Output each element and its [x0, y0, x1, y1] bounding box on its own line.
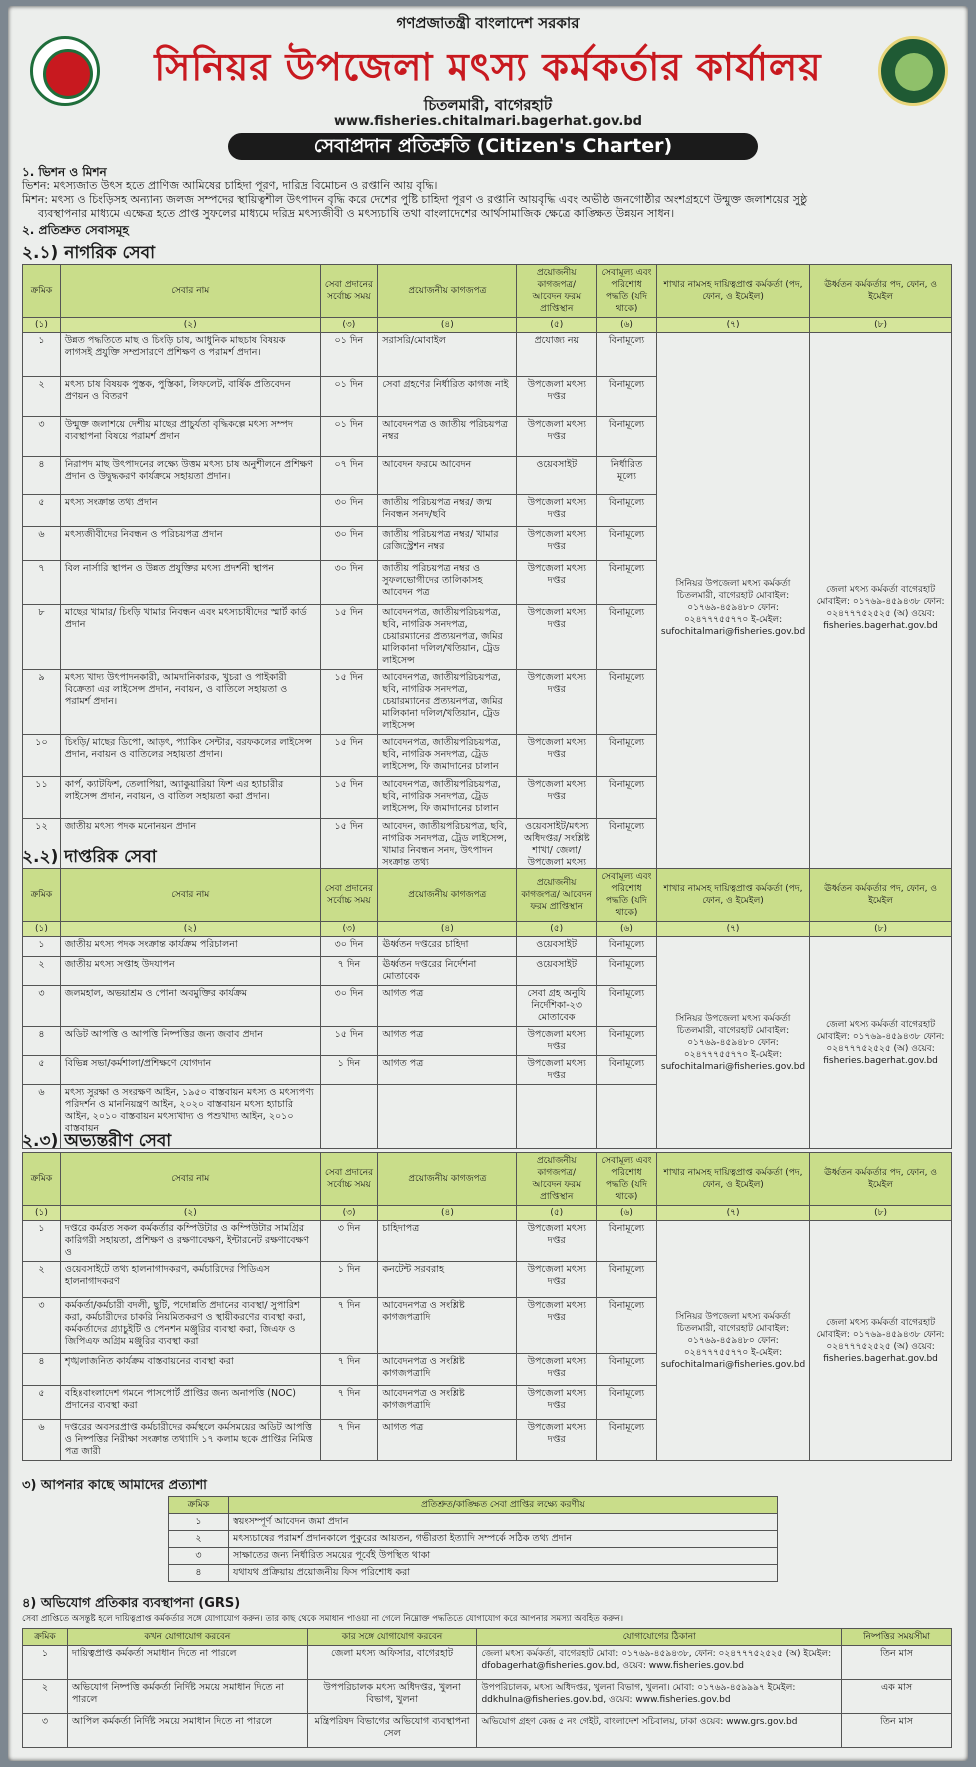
table-row — [23, 1680, 952, 1714]
row-serial: ৬ — [23, 1085, 61, 1149]
table-row — [23, 937, 952, 957]
row-serial: ২ — [23, 957, 61, 986]
expectation-text: মৎস্যচাষের পরামর্শ প্রদানকালে পুকুরের আয়তন, গভীরতা ইত্যাদি সম্পর্কে সঠিক তথ্য প্রদান — [228, 1531, 777, 1548]
document-source: ওয়েবসাইট — [517, 957, 597, 986]
table-header-cell: প্রয়োজনীয় কাগজপত্র/ আবেদন ফরম প্রাপ্তিস্থান — [517, 869, 597, 922]
service-fee — [597, 1085, 657, 1149]
column-index-cell: (৪) — [378, 318, 517, 333]
service-fee: বিনামূল্যে — [597, 670, 657, 735]
table-header-cell: সেবার নাম — [60, 1153, 320, 1206]
grs-time: তিন মাস — [842, 1646, 952, 1680]
row-serial: ৫ — [23, 1386, 61, 1420]
service-name: মাছের খামার/ চিংড়ি খামার নিবন্ধন এবং মৎস্যচাষীদের স্মার্ট কার্ড প্রদান — [60, 605, 320, 670]
table-header-cell: ক্রমিক — [23, 265, 61, 318]
column-index-cell: (৮) — [810, 1206, 952, 1221]
row-serial: ৪ — [23, 457, 61, 495]
required-documents: কনটেন্ট সরবরাহ — [378, 1262, 517, 1298]
service-fee: বিনামূল্যে — [597, 605, 657, 670]
table-header-cell: শাখার নামসহ দায়িত্বপ্রাপ্ত কর্মকর্তা (পদ, ফোন, ও ইমেইল) — [656, 265, 809, 318]
document-source — [517, 1085, 597, 1149]
table-header-cell: প্রয়োজনীয় কাগজপত্র — [378, 1153, 517, 1206]
document-source: উপজেলা মৎস্য দপ্তর — [517, 1354, 597, 1386]
service-name: দপ্তরে কর্মরত সকল কর্মকর্তার কম্পিউটার ও কম্পিউটার সামগ্রির কারিগরী সহায়তা, প্রশিক্ষণ ও রক্ষণাবেক্ষণ, ইন্টারনেট রক্ষণাবেক্ষণ ও — [60, 1221, 320, 1262]
superior-officer: জেলা মৎস্য কর্মকর্তা বাগেরহাট মোবাইল: ০১৭৬৯-৪৫৯৪৩৮ ফোন: ০২৪৭৭৭৫২৫২৫ (অ) ওয়েব: fisheries.bagerhat.gov.bd — [810, 1221, 952, 1461]
expectation-serial: ১ — [169, 1514, 229, 1531]
list-item — [169, 1514, 778, 1531]
column-index-cell: (৬) — [597, 318, 657, 333]
required-documents: আগত পত্র — [378, 1420, 517, 1461]
document-source: উপজেলা মৎস্য দপ্তর — [517, 735, 597, 777]
service-time: ৩০ দিন — [320, 527, 378, 561]
expectation-text: যথাযথ প্রক্রিয়ায় প্রয়োজনীয় ফিস পরিশোধ করা — [228, 1565, 777, 1582]
column-index-cell: (৪) — [378, 922, 517, 937]
responsible-officer: সিনিয়র উপজেলা মৎস্য কর্মকর্তা চিতলমারী, বাগেরহাট মোবাইল: ০১৭৬৯-৪৫৯৪৮০ ফোন: ০২৪৭৭৭৫৫৭৭০ ই-মেইল: sufochitalmari@fisheries.gov.bd — [656, 333, 809, 884]
vision-text: ভিশন: মৎস্যজাত উৎস হতে প্রাণিজ আমিষের চাহিদা পূরণ, দারিদ্র বিমোচন ও রপ্তানি আয় বৃদ্ধি। — [22, 179, 438, 192]
row-serial: ৭ — [23, 561, 61, 605]
service-name: জাতীয় মৎস্য পদক মনোনয়ন প্রদান — [60, 819, 320, 884]
document-source: উপজেলা মৎস্য দপ্তর — [517, 527, 597, 561]
column-index-cell: (৬) — [597, 922, 657, 937]
service-time: ৭ দিন — [320, 1298, 378, 1354]
document-source: উপজেলা মৎস্য দপ্তর — [517, 1027, 597, 1056]
service-name: কার্প, ক্যাটফিশ, তেলাপিয়া, অ্যাকুয়ারিয়া ফিশ এর হ্যাচারীর লাইসেন্স প্রদান, নবায়ন, ও বাতিল সহায়তা করা প্রদান। — [60, 777, 320, 819]
service-name: ওয়েবসাইটে তথ্য হালনাগাদকরণ, কর্মচারিদের পিডিএস হালনাগাদকরণ — [60, 1262, 320, 1298]
column-index-cell: (১) — [23, 318, 61, 333]
required-documents: আবেদনপত্র ও সংশ্লিষ্ট কাগজপত্রাদি — [378, 1386, 517, 1420]
column-index-cell: (৮) — [810, 922, 952, 937]
row-serial: ৪ — [23, 1027, 61, 1056]
service-fee: বিনামূল্যে — [597, 1221, 657, 1262]
required-documents: আবেদনপত্র, জাতীয়পরিচয়পত্র, ছবি, নাগরিক সনদপত্র, ট্রেড লাইসেন্স, ফি জমাদানের চালান — [378, 777, 517, 819]
service-time: ১৫ দিন — [320, 1027, 378, 1056]
required-documents: আবেদনপত্র ও সংশ্লিষ্ট কাগজপত্রাদি — [378, 1298, 517, 1354]
grs-serial: ২ — [23, 1680, 68, 1714]
row-serial: ৩ — [23, 986, 61, 1027]
table-header-cell: প্রয়োজনীয় কাগজপত্র — [378, 869, 517, 922]
responsible-officer: সিনিয়র উপজেলা মৎস্য কর্মকর্তা চিতলমারী, বাগেরহাট মোবাইল: ০১৭৬৯-৪৫৯৪৮০ ফোন: ০২৪৭৭৭৫৫৭৭০ ই-মেইল: sufochitalmari@fisheries.gov.bd — [656, 937, 809, 1149]
citizen-services-title: ২.১) নাগরিক সেবা — [22, 243, 155, 263]
service-time: ৩০ দিন — [320, 937, 378, 957]
list-item — [169, 1565, 778, 1582]
service-fee: বিনামূল্যে — [597, 1386, 657, 1420]
document-source: উপজেলা মৎস্য দপ্তর — [517, 377, 597, 417]
row-serial: ৪ — [23, 1354, 61, 1386]
table-row — [23, 333, 952, 377]
table-header-cell: সেবামূল্য এবং পরিশোধ পদ্ধতি (যদি থাকে) — [597, 265, 657, 318]
row-serial: ৬ — [23, 1420, 61, 1461]
service-name: বিভিন্ন সভা/কর্মশালা/প্রশিক্ষণে যোগদান — [60, 1056, 320, 1085]
required-documents: ঊর্ধ্বতন দপ্তরের নির্দেশনা মোতাবেক — [378, 957, 517, 986]
service-fee: বিনামূল্যে — [597, 1298, 657, 1354]
service-name: উন্মুক্ত জলাশয়ে দেশীয় মাছের প্রাচুর্যতা বৃদ্ধিকল্পে মৎস্য সম্পদ ব্যবস্থাপনা বিষয়ে পরামর্শ প্রদান — [60, 417, 320, 457]
row-serial: ৩ — [23, 417, 61, 457]
table-header-cell: ক্রমিক — [23, 1153, 61, 1206]
grs-address: উপপরিচালক, মৎস্য অধিদপ্তর, খুলনা বিভাগ, খুলনা। মোবা: ০১৭৬৯-৪৫৯৯৯৭ ইমেইল: ddkhulna@fisheries.gov.bd, ওয়েব: www.fisheries.gov.bd — [477, 1680, 842, 1714]
document-source: উপজেলা মৎস্য দপ্তর — [517, 1386, 597, 1420]
column-index-cell: (৩) — [320, 318, 378, 333]
exp-col-sl: ক্রমিক — [169, 1497, 229, 1514]
column-index-cell: (৫) — [517, 318, 597, 333]
service-time: ০১ দিন — [320, 417, 378, 457]
superior-officer: জেলা মৎস্য কর্মকর্তা বাগেরহাট মোবাইল: ০১৭৬৯-৪৫৯৪৩৮ ফোন: ০২৪৭৭৭৫২৫২৫ (অ) ওয়েব: fisheries.bagerhat.gov.bd — [810, 937, 952, 1149]
service-time: ১৫ দিন — [320, 777, 378, 819]
office-services-table — [22, 868, 952, 1149]
table-header-cell: সেবা প্রদানের সর্বোচ্চ সময় — [320, 1153, 378, 1206]
table-header-cell: ঊর্ধ্বতন কর্মকর্তার পদ, ফোন, ও ইমেইল — [810, 265, 952, 318]
document-source: উপজেলা মৎস্য দপ্তর — [517, 1420, 597, 1461]
grs-when: অভিযোগ নিষ্পত্তি কর্মকর্তা নির্দিষ্ট সময়ে সমাধান দিতে না পারলে — [67, 1680, 307, 1714]
document-source: উপজেলা মৎস্য দপ্তর — [517, 777, 597, 819]
service-fee: বিনামূল্যে — [597, 495, 657, 527]
service-fee: নির্ধারিত মূল্যে — [597, 457, 657, 495]
required-documents: ঊর্ধ্বতন দপ্তরের চাহিদা — [378, 937, 517, 957]
required-documents: আগত পত্র — [378, 1056, 517, 1085]
service-time: ১৫ দিন — [320, 819, 378, 884]
required-documents: আবেদনপত্র ও সংশ্লিষ্ট কাগজপত্রাদি — [378, 1354, 517, 1386]
service-time: ১৫ দিন — [320, 735, 378, 777]
document-source: ওয়েবসাইট — [517, 937, 597, 957]
document-source: উপজেলা মৎস্য দপ্তর — [517, 1056, 597, 1085]
column-index-cell: (৭) — [656, 1206, 809, 1221]
document-source: প্রযোজ্য নয় — [517, 333, 597, 377]
table-header-cell: সেবা প্রদানের সর্বোচ্চ সময় — [320, 265, 378, 318]
required-documents: আবেদনপত্র, জাতীয়পরিচয়পত্র, ছবি, নাগরিক সনদপত্র, চেয়ারম্যানের প্রত্যয়নপত্র, জমির মালিকানা দলিল/খতিয়ান, ট্রেড লাইসেন্স — [378, 670, 517, 735]
column-index-cell: (২) — [60, 922, 320, 937]
grs-time: তিন মাস — [842, 1714, 952, 1748]
row-serial: ৯ — [23, 670, 61, 735]
row-serial: ৫ — [23, 495, 61, 527]
service-time: ৩০ দিন — [320, 986, 378, 1027]
document-source: উপজেলা মৎস্য দপ্তর — [517, 1262, 597, 1298]
expectation-serial: ২ — [169, 1531, 229, 1548]
services-heading: ২. প্রতিশ্রুত সেবাসমূহ — [22, 223, 129, 237]
superior-officer: জেলা মৎস্য কর্মকর্তা বাগেরহাট মোবাইল: ০১৭৬৯-৪৫৯৪৩৮ ফোন: ০২৪৭৭৭৫২৫২৫ (অ) ওয়েব: fisheries.bagerhat.gov.bd — [810, 333, 952, 884]
service-name: শৃঙ্খলাজনিত কার্যক্রম বাস্তবায়নের ব্যবস্থা করা — [60, 1354, 320, 1386]
service-name: চিংড়ি/ মাছের ডিপো, আড়ৎ, প্যাকিং সেন্টার, বরফকলের লাইসেন্স প্রদান, নবায়ন ও বাতিলের সহায়তা প্রদান। — [60, 735, 320, 777]
office-services-title: ২.২) দাপ্তরিক সেবা — [22, 847, 157, 867]
service-name: বিল নার্সারি স্থাপন ও উন্নত প্রযুক্তির মৎস্য প্রদর্শনী স্থাপন — [60, 561, 320, 605]
required-documents: আগত পত্র — [378, 986, 517, 1027]
exp-col-item: প্রতিশ্রুত/কাঙ্ক্ষিত সেবা প্রাপ্তির লক্ষ্যে করণীয় — [228, 1497, 777, 1514]
document-source: উপজেলা মৎস্য দপ্তর — [517, 561, 597, 605]
required-documents — [378, 1085, 517, 1149]
column-index-cell: (৫) — [517, 922, 597, 937]
service-time: ৩ দিন — [320, 1221, 378, 1262]
table-header-cell: শাখার নামসহ দায়িত্বপ্রাপ্ত কর্মকর্তা (পদ, ফোন, ও ইমেইল) — [656, 869, 809, 922]
responsible-officer: সিনিয়র উপজেলা মৎস্য কর্মকর্তা চিতলমারী, বাগেরহাট মোবাইল: ০১৭৬৯-৪৫৯৪৮০ ফোন: ০২৪৭৭৭৫৫৭৭০ ই-মেইল: sufochitalmari@fisheries.gov.bd — [656, 1221, 809, 1461]
service-time: ১৫ দিন — [320, 670, 378, 735]
expectation-text: সাক্ষাতের জন্য নির্ধারিত সময়ের পূর্বেই উপস্থিত থাকা — [228, 1548, 777, 1565]
row-serial: ৬ — [23, 527, 61, 561]
expectation-text: স্বয়ংসম্পূর্ণ আবেদন জমা প্রদান — [228, 1514, 777, 1531]
column-index-cell: (৭) — [656, 318, 809, 333]
table-header-cell: প্রয়োজনীয় কাগজপত্র/ আবেদন ফরম প্রাপ্তিস্থান — [517, 265, 597, 318]
column-index-cell: (৫) — [517, 1206, 597, 1221]
service-fee: বিনামূল্যে — [597, 777, 657, 819]
grs-time: এক মাস — [842, 1680, 952, 1714]
expectations-table — [168, 1496, 778, 1582]
column-index-cell: (২) — [60, 1206, 320, 1221]
service-time: ৭ দিন — [320, 1386, 378, 1420]
column-index-cell: (৩) — [320, 1206, 378, 1221]
row-serial: ১ — [23, 333, 61, 377]
expectation-serial: ৩ — [169, 1548, 229, 1565]
service-fee: বিনামূল্যে — [597, 417, 657, 457]
service-fee: বিনামূল্যে — [597, 527, 657, 561]
service-name: উন্নত পদ্ধতিতে মাছ ও চিংড়ি চাষ, আধুনিক মাছচাষ বিষয়ক লাগসই প্রযুক্তি সম্প্রসারণে প্রশিক্ষণ ও পরামর্শ প্রদান। — [60, 333, 320, 377]
service-time: ১৫ দিন — [320, 605, 378, 670]
table-header-cell: ক্রমিক — [23, 869, 61, 922]
service-fee: বিনামূল্যে — [597, 1056, 657, 1085]
citizen-table-body — [23, 265, 952, 884]
document-source: উপজেলা মৎস্য দপ্তর — [517, 605, 597, 670]
service-name: অডিট আপত্তি ও আপত্তি নিষ্পত্তির জন্য জবাব প্রদান — [60, 1027, 320, 1056]
service-time: ১ দিন — [320, 1056, 378, 1085]
website-link[interactable]: www.fisheries.chitalmari.bagerhat.gov.bd — [334, 114, 642, 129]
required-documents: আবেদন, জাতীয়পরিচয়পত্র, ছবি, নাগরিক সনদপত্র, ট্রেড লাইসেন্স, খামার নিবন্ধন সনদ, উৎপাদন সংক্রান্ত তথ্য — [378, 819, 517, 884]
mission-text-2: ব্যবস্থাপনার মাধ্যমে এক্ষেত্র হতে প্রাপ্ত সুফলের মাধ্যমে দরিদ্র মৎস্যজীবী ও মৎস্যচাষি তথা বাংলাদেশের আর্থসামাজিক ক্ষেত্রে কাঙ্ক্ষিত উন্নয়ন সাধন। — [38, 207, 675, 220]
grs-table — [22, 1628, 952, 1748]
service-name: জাতীয় মৎস্য পদক সংক্রান্ত কার্যক্রম পরিচালনা — [60, 937, 320, 957]
service-time — [320, 1085, 378, 1149]
citizen-services-table — [22, 264, 952, 884]
required-documents: আবেদনপত্র, জাতীয়পরিচয়পত্র, ছবি, নাগরিক সনদপত্র, ট্রেড লাইসেন্স, ফি জমাদানের চালান — [378, 735, 517, 777]
charter-banner: সেবাপ্রদান প্রতিশ্রুতি (Citizen's Charter) — [228, 133, 758, 160]
table-header-cell: ঊর্ধ্বতন কর্মকর্তার পদ, ফোন, ও ইমেইল — [810, 1153, 952, 1206]
office-title: সিনিয়র উপজেলা মৎস্য কর্মকর্তার কার্যালয় — [154, 45, 822, 89]
service-time: ৭ দিন — [320, 957, 378, 986]
government-title: গণপ্রজাতন্ত্রী বাংলাদেশ সরকার — [396, 14, 580, 32]
table-header-cell: সেবামূল্য এবং পরিশোধ পদ্ধতি (যদি থাকে) — [597, 869, 657, 922]
table-row — [23, 1714, 952, 1748]
expectation-serial: ৪ — [169, 1565, 229, 1582]
required-documents: আবেদন ফরমে আবেদন — [378, 457, 517, 495]
required-documents: সরাসরি/মোবাইল — [378, 333, 517, 377]
grs-serial: ১ — [23, 1646, 68, 1680]
document-source: উপজেলা মৎস্য দপ্তর — [517, 1221, 597, 1262]
document-source: উপজেলা মৎস্য দপ্তর — [517, 670, 597, 735]
table-header-cell: প্রয়োজনীয় কাগজপত্র — [378, 265, 517, 318]
required-documents: আগত পত্র — [378, 1027, 517, 1056]
service-time: ১ দিন — [320, 1262, 378, 1298]
service-fee: বিনামূল্যে — [597, 1354, 657, 1386]
service-name: বহিঃবাংলাদেশ গমনে পাসপোর্ট প্রাপ্তির জন্য অনাপত্তি (NOC) প্রদানের ব্যবস্থা করা — [60, 1386, 320, 1420]
service-name: জলমহাল, অভয়াশ্রম ও পোনা অবমুক্তির কার্যক্রম — [60, 986, 320, 1027]
document-source: উপজেলা মৎস্য দপ্তর — [517, 1298, 597, 1354]
document-source: উপজেলা মৎস্য দপ্তর — [517, 417, 597, 457]
document-source: ওয়েবসাইট/মৎস্য অধিদপ্তর/ সংশ্লিষ্ট শাখা/ জেলা/ উপজেলা মৎস্য — [517, 819, 597, 884]
service-fee: বিনামূল্যে — [597, 937, 657, 957]
table-header-cell: সেবা প্রদানের সর্বোচ্চ সময় — [320, 869, 378, 922]
service-name: মৎস্য সংক্রান্ত তথ্য প্রদান — [60, 495, 320, 527]
service-name: দপ্তরের অবসরপ্রাপ্ত কর্মচারীদের কর্মস্থলে কর্মসময়ের অডিট আপত্তি ও নিষ্পত্তির নিরীক্ষা সংক্রান্ত তথ্যাদি ১৭ কলাম ছকে প্রাপ্তির নিমিত্ত পত্র জারী — [60, 1420, 320, 1461]
service-time: ৩০ দিন — [320, 495, 378, 527]
row-serial: ১ — [23, 1221, 61, 1262]
grs-title: ৪) অভিযোগ প্রতিকার ব্যবস্থাপনা (GRS) — [22, 1596, 241, 1611]
service-fee: বিনামূল্যে — [597, 1027, 657, 1056]
service-name: কর্মকর্তা/কর্মচারী বদলী, ছুটি, পদোন্নতি প্রদানের ব্যবস্থা/ সুপারিশ করা, কর্মচারীদের চাকরি নিয়মিতকরণ ও স্থায়ীকরণের ব্যবস্থা করা, কর্মকর্তাদের গ্র্যাচুইটি ও পেনশন মঞ্জুরির ব্যবস্থা করা, জিএফ ও জিপিএফ অগ্রিম মঞ্জুরির ব্যবস্থা করা — [60, 1298, 320, 1354]
grs-when: দায়িত্বপ্রাপ্ত কর্মকর্তা সমাধান দিতে না পারলে — [67, 1646, 307, 1680]
row-serial: ১১ — [23, 777, 61, 819]
service-name: জাতীয় মৎস্য সপ্তাহ উদযাপন — [60, 957, 320, 986]
grs-header-cell: যোগাযোগের ঠিকানা — [477, 1629, 842, 1646]
column-index-cell: (৬) — [597, 1206, 657, 1221]
document-source: ওয়েবসাইট — [517, 457, 597, 495]
grs-address: জেলা মৎস্য কর্মকর্তা, বাগেরহাট মোবা: ০১৭৬৯-৪৫৯৪৩৮, ফোন: ০২৪৭৭৭৫২৫২৫ (অ) ইমেইল: dfobagerhat@fisheries.gov.bd, ওয়েব: www.fisheries.gov.bd — [477, 1646, 842, 1680]
service-time: ৩০ দিন — [320, 561, 378, 605]
required-documents: জাতীয় পরিচয়পত্র নম্বর/ খামার রেজিস্ট্রেশন নম্বর — [378, 527, 517, 561]
grs-who: জেলা মৎস্য অফিসার, বাগেরহাট — [307, 1646, 477, 1680]
row-serial: ১০ — [23, 735, 61, 777]
service-fee: বিনামূল্যে — [597, 735, 657, 777]
column-index-cell: (৩) — [320, 922, 378, 937]
table-header-cell: সেবার নাম — [60, 869, 320, 922]
list-item — [169, 1548, 778, 1565]
grs-serial: ৩ — [23, 1714, 68, 1748]
service-time: ০৭ দিন — [320, 457, 378, 495]
row-serial: ৩ — [23, 1298, 61, 1354]
service-name: মৎস্য সুরক্ষা ও সংরক্ষণ আইন, ১৯৫০ বাস্তবায়ন মৎস্য ও মৎস্যপণ্য পরিদর্শন ও মাননিয়ন্ত্রণ আইন, ২০২০ বাস্তবায়ন মৎস্য হ্যাচারি আইন, ২০১০ বাস্তবায়ন মৎস্যখাদ্য ও পশুখাদ্য আইন, ২০১০ বাস্তবায়ন — [60, 1085, 320, 1149]
service-time: ৭ দিন — [320, 1420, 378, 1461]
service-name: নিরাপদ মাছ উৎপাদনের লক্ষ্যে উত্তম মৎস্য চাষ অনুশীলনে প্রশিক্ষণ প্রদান ও উদ্বুদ্ধকরণ কার্যক্রমে সহায়তা প্রদান। — [60, 457, 320, 495]
grs-who: উপপরিচালক মৎস্য অধিদপ্তর, খুলনা বিভাগ, খুলনা — [307, 1680, 477, 1714]
service-time: ০১ দিন — [320, 333, 378, 377]
service-time: ০১ দিন — [320, 377, 378, 417]
internal-services-table — [22, 1152, 952, 1461]
service-fee: বিনামূল্যে — [597, 1262, 657, 1298]
grs-address: অভিযোগ গ্রহণ কেন্দ্র ৫ নং গেইট, বাংলাদেশ সচিবালয়, ঢাকা ওয়েব: www.grs.gov.bd — [477, 1714, 842, 1748]
row-serial: ২ — [23, 377, 61, 417]
service-name: মৎস্য খাদ্য উৎপাদনকারী, আমদানিকারক, খুচরা ও পাইকারী বিক্রেতা এর লাইসেন্স প্রদান, নবায়ন, ও বাতিলে সহায়তা ও পরামর্শ প্রদান। — [60, 670, 320, 735]
required-documents: জাতীয় পরিচয়পত্র নম্বর/ জন্ম নিবন্ধন সনদ/ছবি — [378, 495, 517, 527]
column-index-cell: (৭) — [656, 922, 809, 937]
service-fee: বিনামূল্যে — [597, 377, 657, 417]
service-name: মৎস্যজীবীদের নিবন্ধন ও পরিচয়পত্র প্রদান — [60, 527, 320, 561]
charter-board — [8, 6, 968, 1761]
column-index-cell: (২) — [60, 318, 320, 333]
table-header-cell: ঊর্ধ্বতন কর্মকর্তার পদ, ফোন, ও ইমেইল — [810, 869, 952, 922]
office-location: চিতলমারী, বাগেরহাট — [423, 96, 553, 114]
column-index-cell: (১) — [23, 1206, 61, 1221]
vision-heading: ১. ভিশন ও মিশন — [22, 165, 107, 179]
required-documents: চাহিদাপত্র — [378, 1221, 517, 1262]
service-fee: বিনামূল্যে — [597, 957, 657, 986]
service-fee: বিনামূল্যে — [597, 1420, 657, 1461]
service-fee: বিনামূল্যে — [597, 986, 657, 1027]
row-serial: ২ — [23, 1262, 61, 1298]
required-documents: আবেদনপত্র, জাতীয়পরিচয়পত্র, ছবি, নাগরিক সনদপত্র, চেয়ারম্যানের প্রত্যয়নপত্র, জমির মালিকানা দলিল/খতিয়ান, ট্রেড লাইসেন্স — [378, 605, 517, 670]
expectations-title: ৩) আপনার কাছে আমাদের প্রত্যাশা — [22, 1478, 207, 1493]
document-source: উপজেলা মৎস্য দপ্তর — [517, 495, 597, 527]
grs-who: মন্ত্রিপরিষদ বিভাগের অভিযোগ ব্যবস্থাপনা সেল — [307, 1714, 477, 1748]
required-documents: জাতীয় পরিচয়পত্র নম্বর ও সুফলভোগীদের তালিকাসহ আবেদন পত্র — [378, 561, 517, 605]
column-index-cell: (১) — [23, 922, 61, 937]
row-serial: ১ — [23, 937, 61, 957]
table-header-cell: সেবার নাম — [60, 265, 320, 318]
grs-header-cell: ক্রমিক — [23, 1629, 68, 1646]
grs-header-cell: নিষ্পত্তির সময়সীমা — [842, 1629, 952, 1646]
required-documents: সেবা গ্রহণের নির্ধারিত কাগজ নাই — [378, 377, 517, 417]
service-name: মৎস্য চাষ বিষয়ক পুস্তক, পুস্তিকা, লিফলেট, বার্ষিক প্রতিবেদন প্রণয়ন ও বিতরণ — [60, 377, 320, 417]
table-row — [23, 1221, 952, 1262]
table-header-cell: সেবামূল্য এবং পরিশোধ পদ্ধতি (যদি থাকে) — [597, 1153, 657, 1206]
service-fee: বিনামূল্যে — [597, 333, 657, 377]
service-time: ৭ দিন — [320, 1354, 378, 1386]
column-index-cell: (৮) — [810, 318, 952, 333]
list-item — [169, 1531, 778, 1548]
grs-when: আপিল কর্মকর্তা নির্দিষ্ট সময়ে সমাধান দিতে না পারলে — [67, 1714, 307, 1748]
service-fee: বিনামূল্যে — [597, 561, 657, 605]
mission-text: মিশন: মৎস্য ও চিংড়িসহ অন্যান্য জলজ সম্পদের স্থায়িত্বশীল উৎপাদন বৃদ্ধি করে দেশের পুষ্টি চাহিদা পূরণ ও রপ্তানি আয়বৃদ্ধি এবং অভীষ্ঠ জনগোষ্ঠীর অংশগ্রহণে উন্মুক্ত জলাশয়ের সুষ্ঠু — [22, 193, 808, 206]
table-header-cell: শাখার নামসহ দায়িত্বপ্রাপ্ত কর্মকর্তা (পদ, ফোন, ও ইমেইল) — [656, 1153, 809, 1206]
required-documents: আবেদনপত্র ও জাতীয় পরিচয়পত্র নম্বর — [378, 417, 517, 457]
column-index-cell: (৪) — [378, 1206, 517, 1221]
service-fee: বিনামূল্যে — [597, 819, 657, 884]
grs-note: সেবা প্রাপ্তিতে অসন্তুষ্ট হলে দায়িত্বপ্রাপ্ত কর্মকর্তার সঙ্গে যোগাযোগ করুন। তার কাছ থেকে সমাধান পাওয়া না গেলে নিম্নোক্ত পদ্ধতিতে যোগাযোগ করে আপনার সমস্যা অবহিত করুন। — [22, 1614, 624, 1624]
grs-header-cell: কার সঙ্গে যোগাযোগ করবেন — [307, 1629, 477, 1646]
grs-header-cell: কখন যোগাযোগ করবেন — [67, 1629, 307, 1646]
row-serial: ১২ — [23, 819, 61, 884]
row-serial: ৮ — [23, 605, 61, 670]
table-header-cell: প্রয়োজনীয় কাগজপত্র/ আবেদন ফরম প্রাপ্তিস্থান — [517, 1153, 597, 1206]
document-source: সেবা গ্রহ অনুযি নির্দেশিকা-২৩ মোতাবেক — [517, 986, 597, 1027]
table-row — [23, 1646, 952, 1680]
row-serial: ৫ — [23, 1056, 61, 1085]
internal-services-title: ২.৩) অভ্যন্তরীণ সেবা — [22, 1131, 172, 1151]
